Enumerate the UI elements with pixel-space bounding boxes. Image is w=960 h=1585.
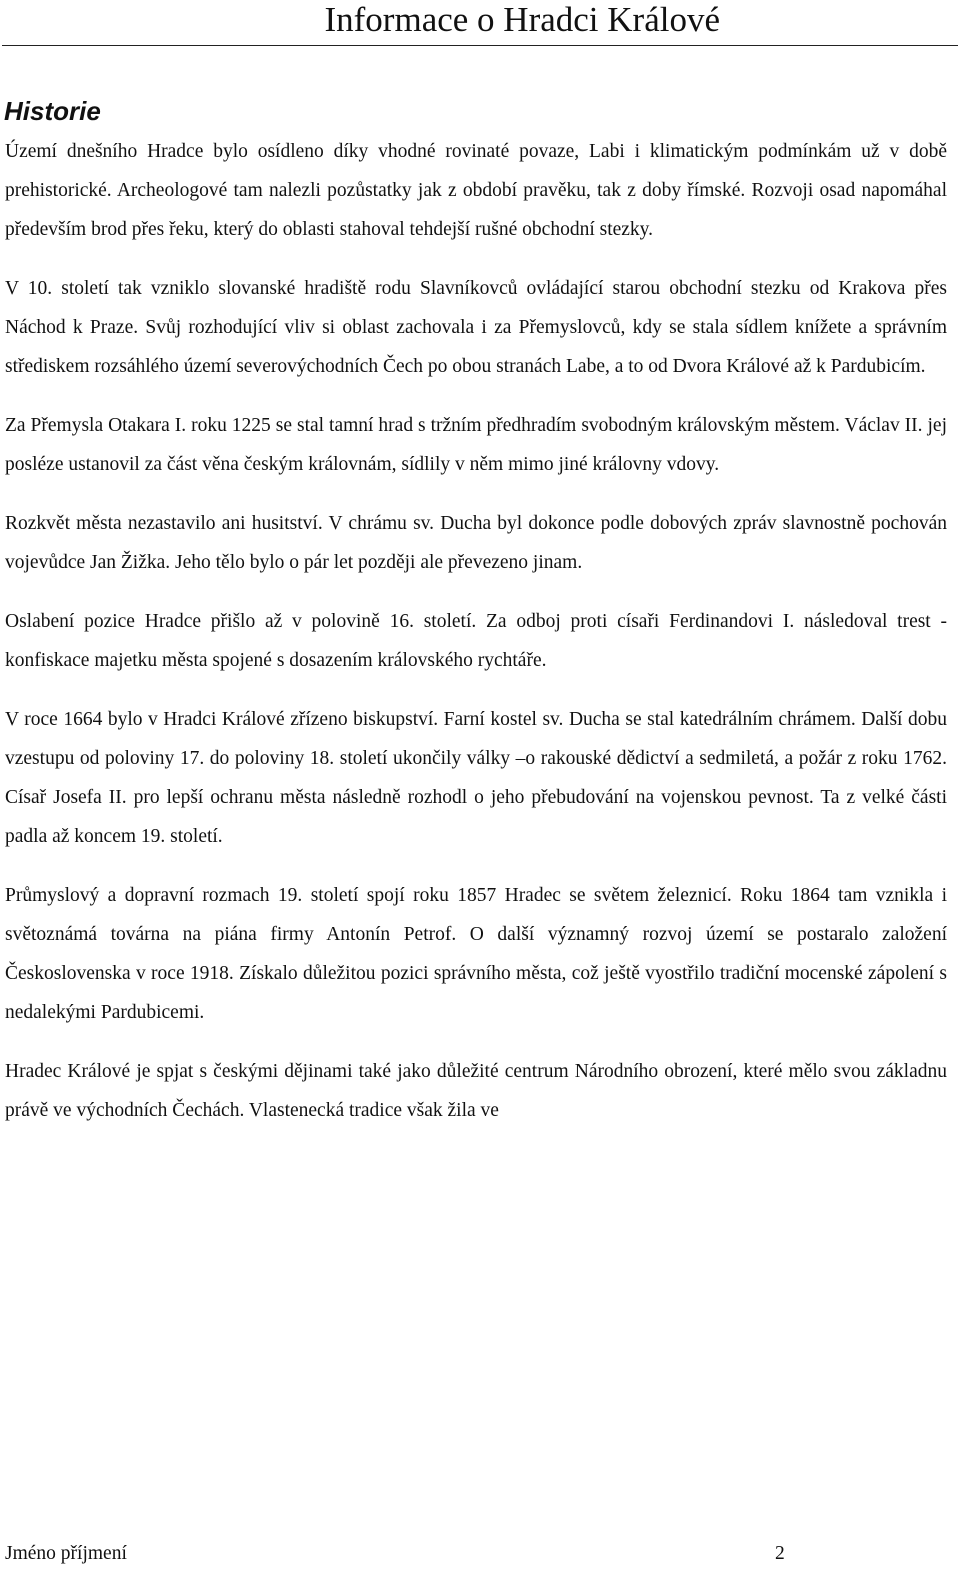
section-heading: Historie xyxy=(4,96,101,126)
footer-author: Jméno příjmení xyxy=(5,1543,127,1564)
paragraph-slavnik-hillfort: V 10. století tak vzniklo slovanské hradiště rodu Slavníkovců ovládající starou obchodní stezku od Krakova přes Náchod k Praze. Svůj rozhodující vliv si oblast zachovala i za Přemyslovců, kdy se stala sídlem knížete a správním střediskem rozsáhlého území severovýchodních Čech po obou stranách Labe, a to od Dvora Králové až k Pardubicím. xyxy=(5,278,947,377)
paragraph-decline: Oslabení pozice Hradce přišlo až v polovině 16. století. Za odboj proti císaři Ferdinandovi I. následoval trest - konfiskace majetku města spojené s dosazením královského rychtáře. xyxy=(5,611,947,671)
paragraph-royal-town: Za Přemysla Otakara I. roku 1225 se stal tamní hrad s tržním předhradím svobodným královským městem. Václav II. jej posléze ustanovil za část věna českým královnám, sídlily v něm mimo jiné královny vdovy. xyxy=(5,415,947,475)
page-header-title: Informace o Hradci Králové xyxy=(324,0,720,39)
header-divider xyxy=(2,45,958,46)
footer-page-number: 2 xyxy=(775,1543,785,1564)
paragraph-origins: Území dnešního Hradce bylo osídleno díky vhodné rovinaté povaze, Labi i klimatickým podmínkám už v době prehistorické. Archeologové tam nalezli pozůstatky jak z období pravěku, tak z doby římské. Rozvoji osad napomáhal především brod přes řeku, který do oblasti stahoval tehdejší rušné obchodní stezky. xyxy=(5,141,947,240)
body-text xyxy=(5,132,947,1130)
paragraph-industrial-growth: Průmyslový a dopravní rozmach 19. století spojí roku 1857 Hradec se světem železnicí. Roku 1864 tam vznikla i světoznámá továrna na piána firmy Antonín Petrof. O další významný rozvoj území se postaralo založení Československa v roce 1918. Získalo důležitou pozici správního města, což ještě vyostřilo tradiční mocenské zápolení s nedalekými Pardubicemi. xyxy=(5,885,947,1023)
paragraph-national-revival: Hradec Králové je spjat s českými dějinami také jako důležité centrum Národního obrození, které mělo svou základnu právě ve východních Čechách. Vlastenecká tradice však žila ve xyxy=(5,1061,947,1121)
paragraph-hussites: Rozkvět města nezastavilo ani husitství. V chrámu sv. Ducha byl dokonce podle dobových zpráv slavnostně pochován vojevůdce Jan Žižka. Jeho tělo bylo o pár let později ale převezeno jinam. xyxy=(5,513,947,573)
paragraph-bishopric-fortress: V roce 1664 bylo v Hradci Králové zřízeno biskupství. Farní kostel sv. Ducha se stal katedrálním chrámem. Další dobu vzestupu od poloviny 17. do poloviny 18. století ukončily války –o rakouské dědictví a sedmiletá, a požár z roku 1762. Císař Josefa II. pro lepší ochranu města následně rozhodl o jeho přebudování na vojenskou pevnost. Ta z velké části padla až koncem 19. století. xyxy=(5,709,947,847)
